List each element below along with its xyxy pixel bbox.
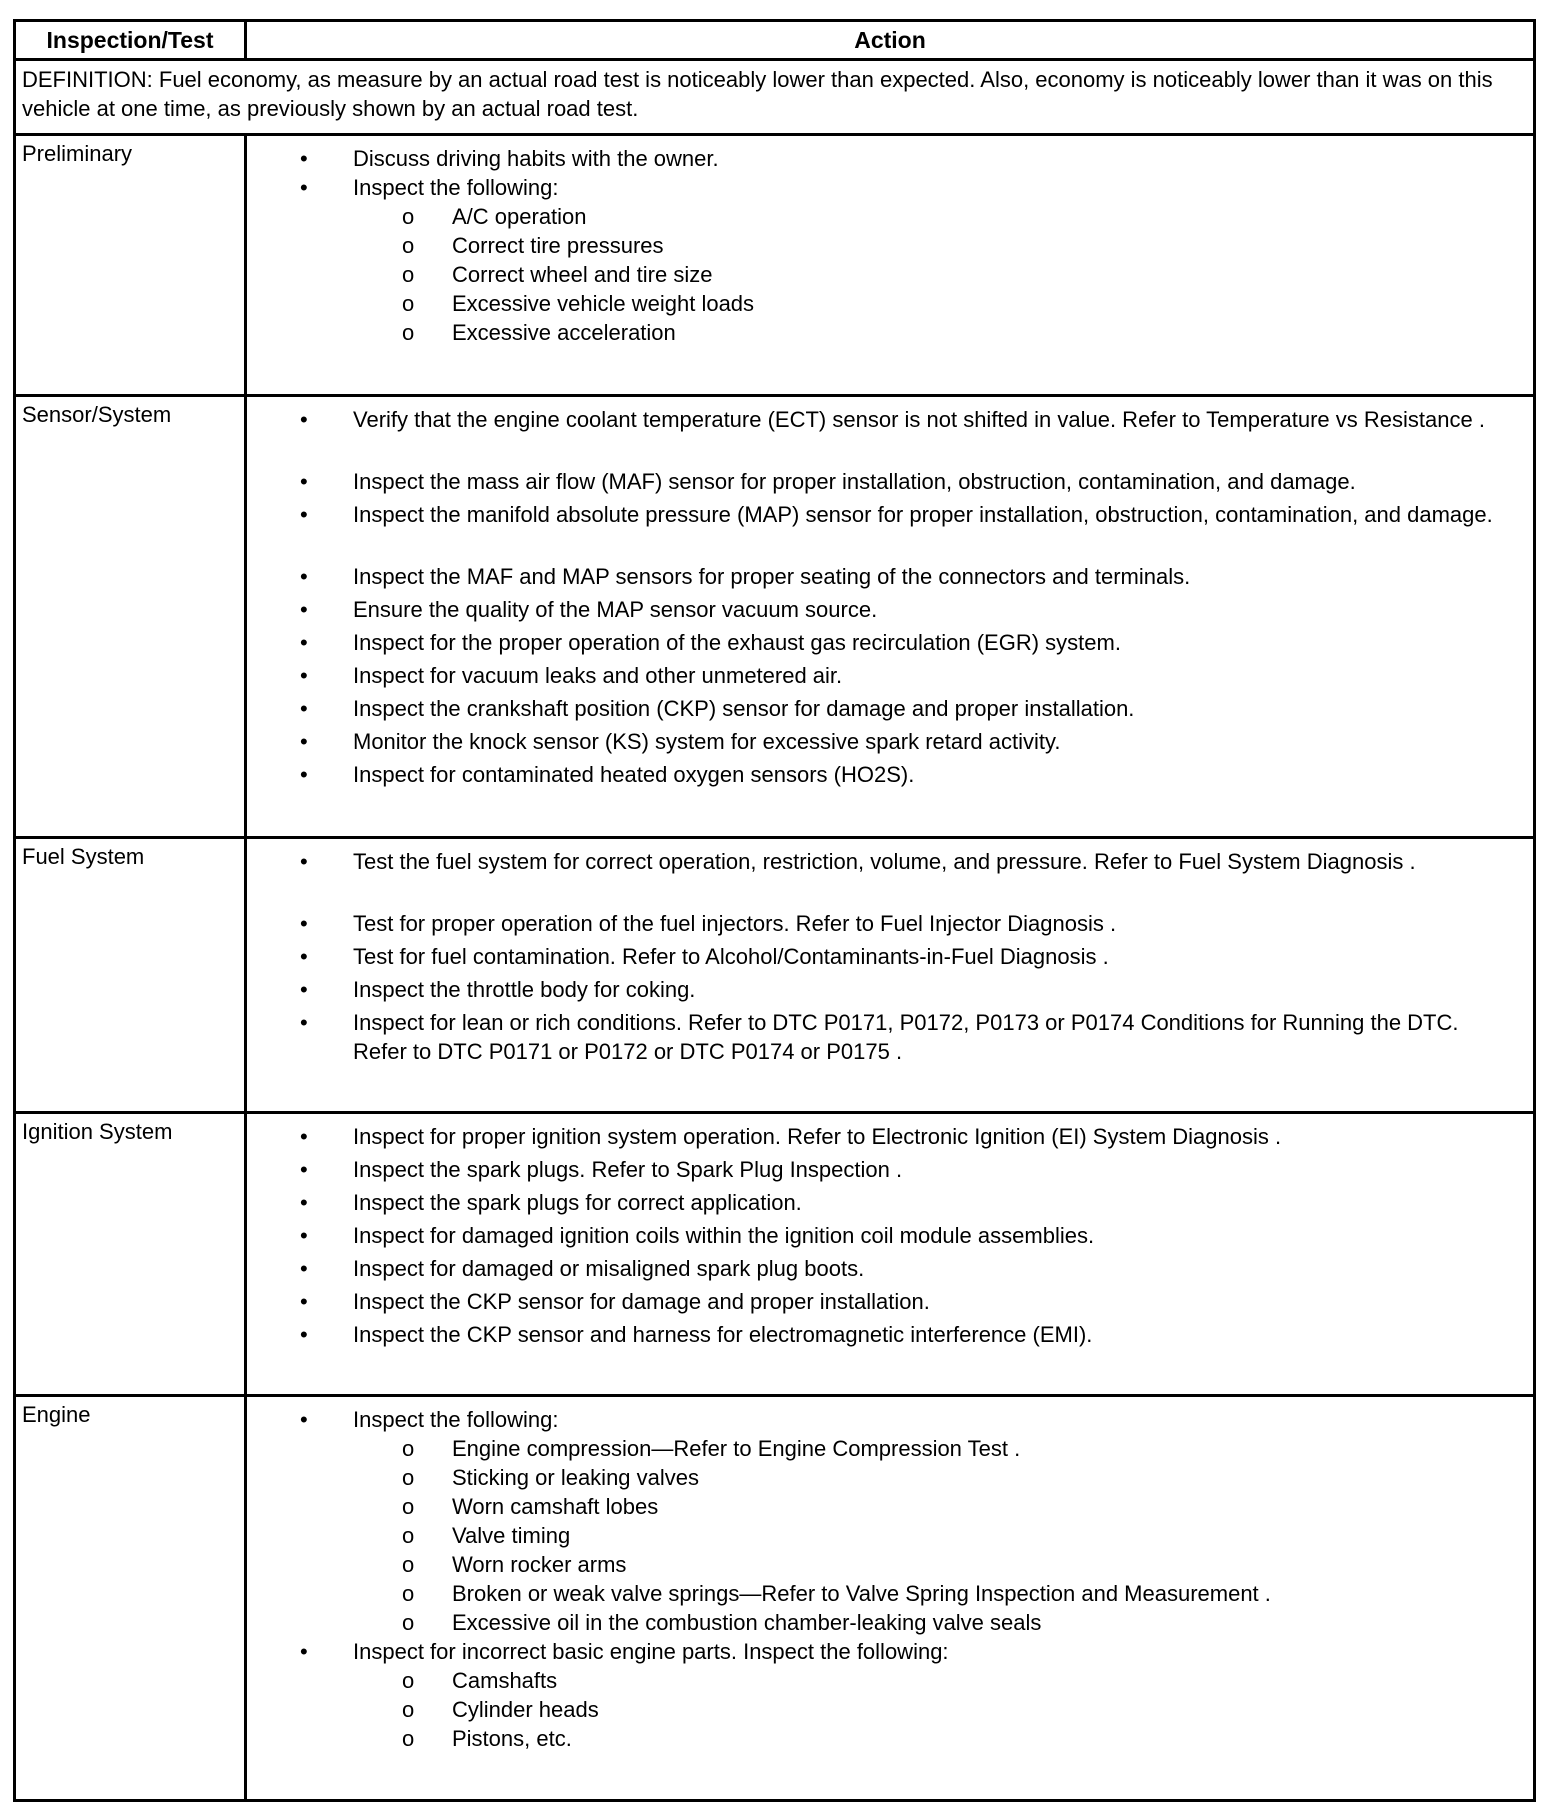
definition-row	[15, 60, 1535, 135]
bullet-icon: •	[300, 762, 308, 787]
bullet-icon: •	[300, 944, 308, 969]
table-row	[15, 396, 1535, 838]
bullet-icon: •	[300, 469, 308, 494]
row-actions-ignition-system: • Inspect for proper ignition system operation. Refer to Electronic Ignition (EI) System Diagnosis . • Inspect the spark plugs. Refer to Spark Plug Inspection . • Inspect the spark plugs for correct application. • Inspect for damaged ignition coils within the ignition coil module assemblies. • Inspect for damaged or misaligned spark plug boots. • Inspect the CKP sensor for damage and proper installation. • Inspect the CKP sensor and harness for electromagnetic interference (EMI).	[246, 1113, 1535, 1396]
circle-bullet-icon: o	[402, 1465, 415, 1490]
circle-bullet-icon: o	[402, 1668, 415, 1693]
table-row	[15, 1396, 1535, 1801]
row-actions-fuel-system: • Test the fuel system for correct operation, restriction, volume, and pressure. Refer to Fuel System Diagnosis . • Test for proper operation of the fuel injectors. Refer to Fuel Injector Diagnosis . • Test for fuel contamination. Refer to Alcohol/Contaminants-in-Fuel Diagnosis . • Inspect the throttle body for coking. • Inspect for lean or rich conditions. Refer to DTC P0171, P0172, P0173 or P0174 Conditions for Running the DTC. Refer to DTC P0171 or P0172 or DTC P0174 or P0175 .	[246, 838, 1535, 1113]
row-label-ignition-system: Ignition System	[15, 1113, 246, 1396]
row-label-engine: Engine	[15, 1396, 246, 1801]
circle-bullet-icon: o	[402, 1610, 415, 1635]
circle-bullet-icon: o	[402, 1494, 415, 1519]
table-row	[15, 135, 1535, 396]
bullet-icon: •	[300, 1124, 308, 1149]
bullet-icon: •	[300, 663, 308, 688]
circle-bullet-icon: o	[402, 204, 415, 229]
circle-bullet-icon: o	[402, 262, 415, 287]
circle-bullet-icon: o	[402, 1552, 415, 1577]
bullet-icon: •	[300, 146, 308, 171]
bullet-icon: •	[300, 630, 308, 655]
bullet-icon: •	[300, 977, 308, 1002]
bullet-icon: •	[300, 729, 308, 754]
bullet-icon: •	[300, 1289, 308, 1314]
circle-bullet-icon: o	[402, 320, 415, 345]
bullet-icon: •	[300, 1190, 308, 1215]
circle-bullet-icon: o	[402, 291, 415, 316]
bullet-icon: •	[300, 1223, 308, 1248]
bullet-icon: •	[300, 1407, 308, 1432]
definition-text: DEFINITION: Fuel economy, as measure by an actual road test is noticeably lower than expected. Also, economy is noticeably lower than it was on this vehicle at one time, as previously shown by an actual road test.	[15, 60, 1535, 135]
row-label-fuel-system: Fuel System	[15, 838, 246, 1113]
header-row	[15, 21, 1535, 60]
circle-bullet-icon: o	[402, 233, 415, 258]
bullet-icon: •	[300, 849, 308, 874]
bullet-icon: •	[300, 1157, 308, 1182]
bullet-icon: •	[300, 175, 308, 200]
table-row	[15, 838, 1535, 1113]
bullet-icon: •	[300, 1322, 308, 1347]
circle-bullet-icon: o	[402, 1697, 415, 1722]
bullet-icon: •	[300, 597, 308, 622]
header-action: Action	[246, 21, 1535, 60]
row-actions-sensor-system: • Verify that the engine coolant temperature (ECT) sensor is not shifted in value. Refer to Temperature vs Resistance . • Inspect the mass air flow (MAF) sensor for proper installation, obstruction, contamination, and damage. • Inspect the manifold absolute pressure (MAP) sensor for proper installation, obstruction, contamination, and damage. • Inspect the MAF and MAP sensors for proper seating of the connectors and terminals. • Ensure the quality of the MAP sensor vacuum source. • Inspect for the proper operation of the exhaust gas recirculation (EGR) system. • Inspect for vacuum leaks and other unmetered air. • Inspect the crankshaft position (CKP) sensor for damage and proper installation. • Monitor the knock sensor (KS) system for excessive spark retard activity. • Inspect for contaminated heated oxygen sensors (HO2S).	[246, 396, 1535, 838]
diagnostic-table	[13, 19, 1536, 1802]
header-inspection-test: Inspection/Test	[15, 21, 246, 60]
bullet-icon: •	[300, 407, 308, 432]
bullet-icon: •	[300, 911, 308, 936]
bullet-icon: •	[300, 1639, 308, 1664]
bullet-icon: •	[300, 1010, 308, 1035]
bullet-icon: •	[300, 564, 308, 589]
circle-bullet-icon: o	[402, 1436, 415, 1461]
bullet-icon: •	[300, 696, 308, 721]
table-row	[15, 1113, 1535, 1396]
row-actions-preliminary: • Discuss driving habits with the owner. • Inspect the following: o A/C operation o Correct tire pressures o Correct wheel and tire size o Excessive vehicle weight loads o Excessive acceleration	[246, 135, 1535, 396]
bullet-icon: •	[300, 502, 308, 527]
row-label-sensor-system: Sensor/System	[15, 396, 246, 838]
row-label-preliminary: Preliminary	[15, 135, 246, 396]
circle-bullet-icon: o	[402, 1581, 415, 1606]
bullet-icon: •	[300, 1256, 308, 1281]
circle-bullet-icon: o	[402, 1726, 415, 1751]
circle-bullet-icon: o	[402, 1523, 415, 1548]
row-actions-engine: • Inspect the following: o Engine compression—Refer to Engine Compression Test . o Sticking or leaking valves o Worn camshaft lobes o Valve timing o Worn rocker arms o Broken or weak valve springs—Refer to Valve Spring Inspection and Measurement . o Excessive oil in the combustion chamber-leaking valve seals • Inspect for incorrect basic engine parts. Inspect the following: o Camshafts o Cylinder heads o Pistons, etc.	[246, 1396, 1535, 1801]
